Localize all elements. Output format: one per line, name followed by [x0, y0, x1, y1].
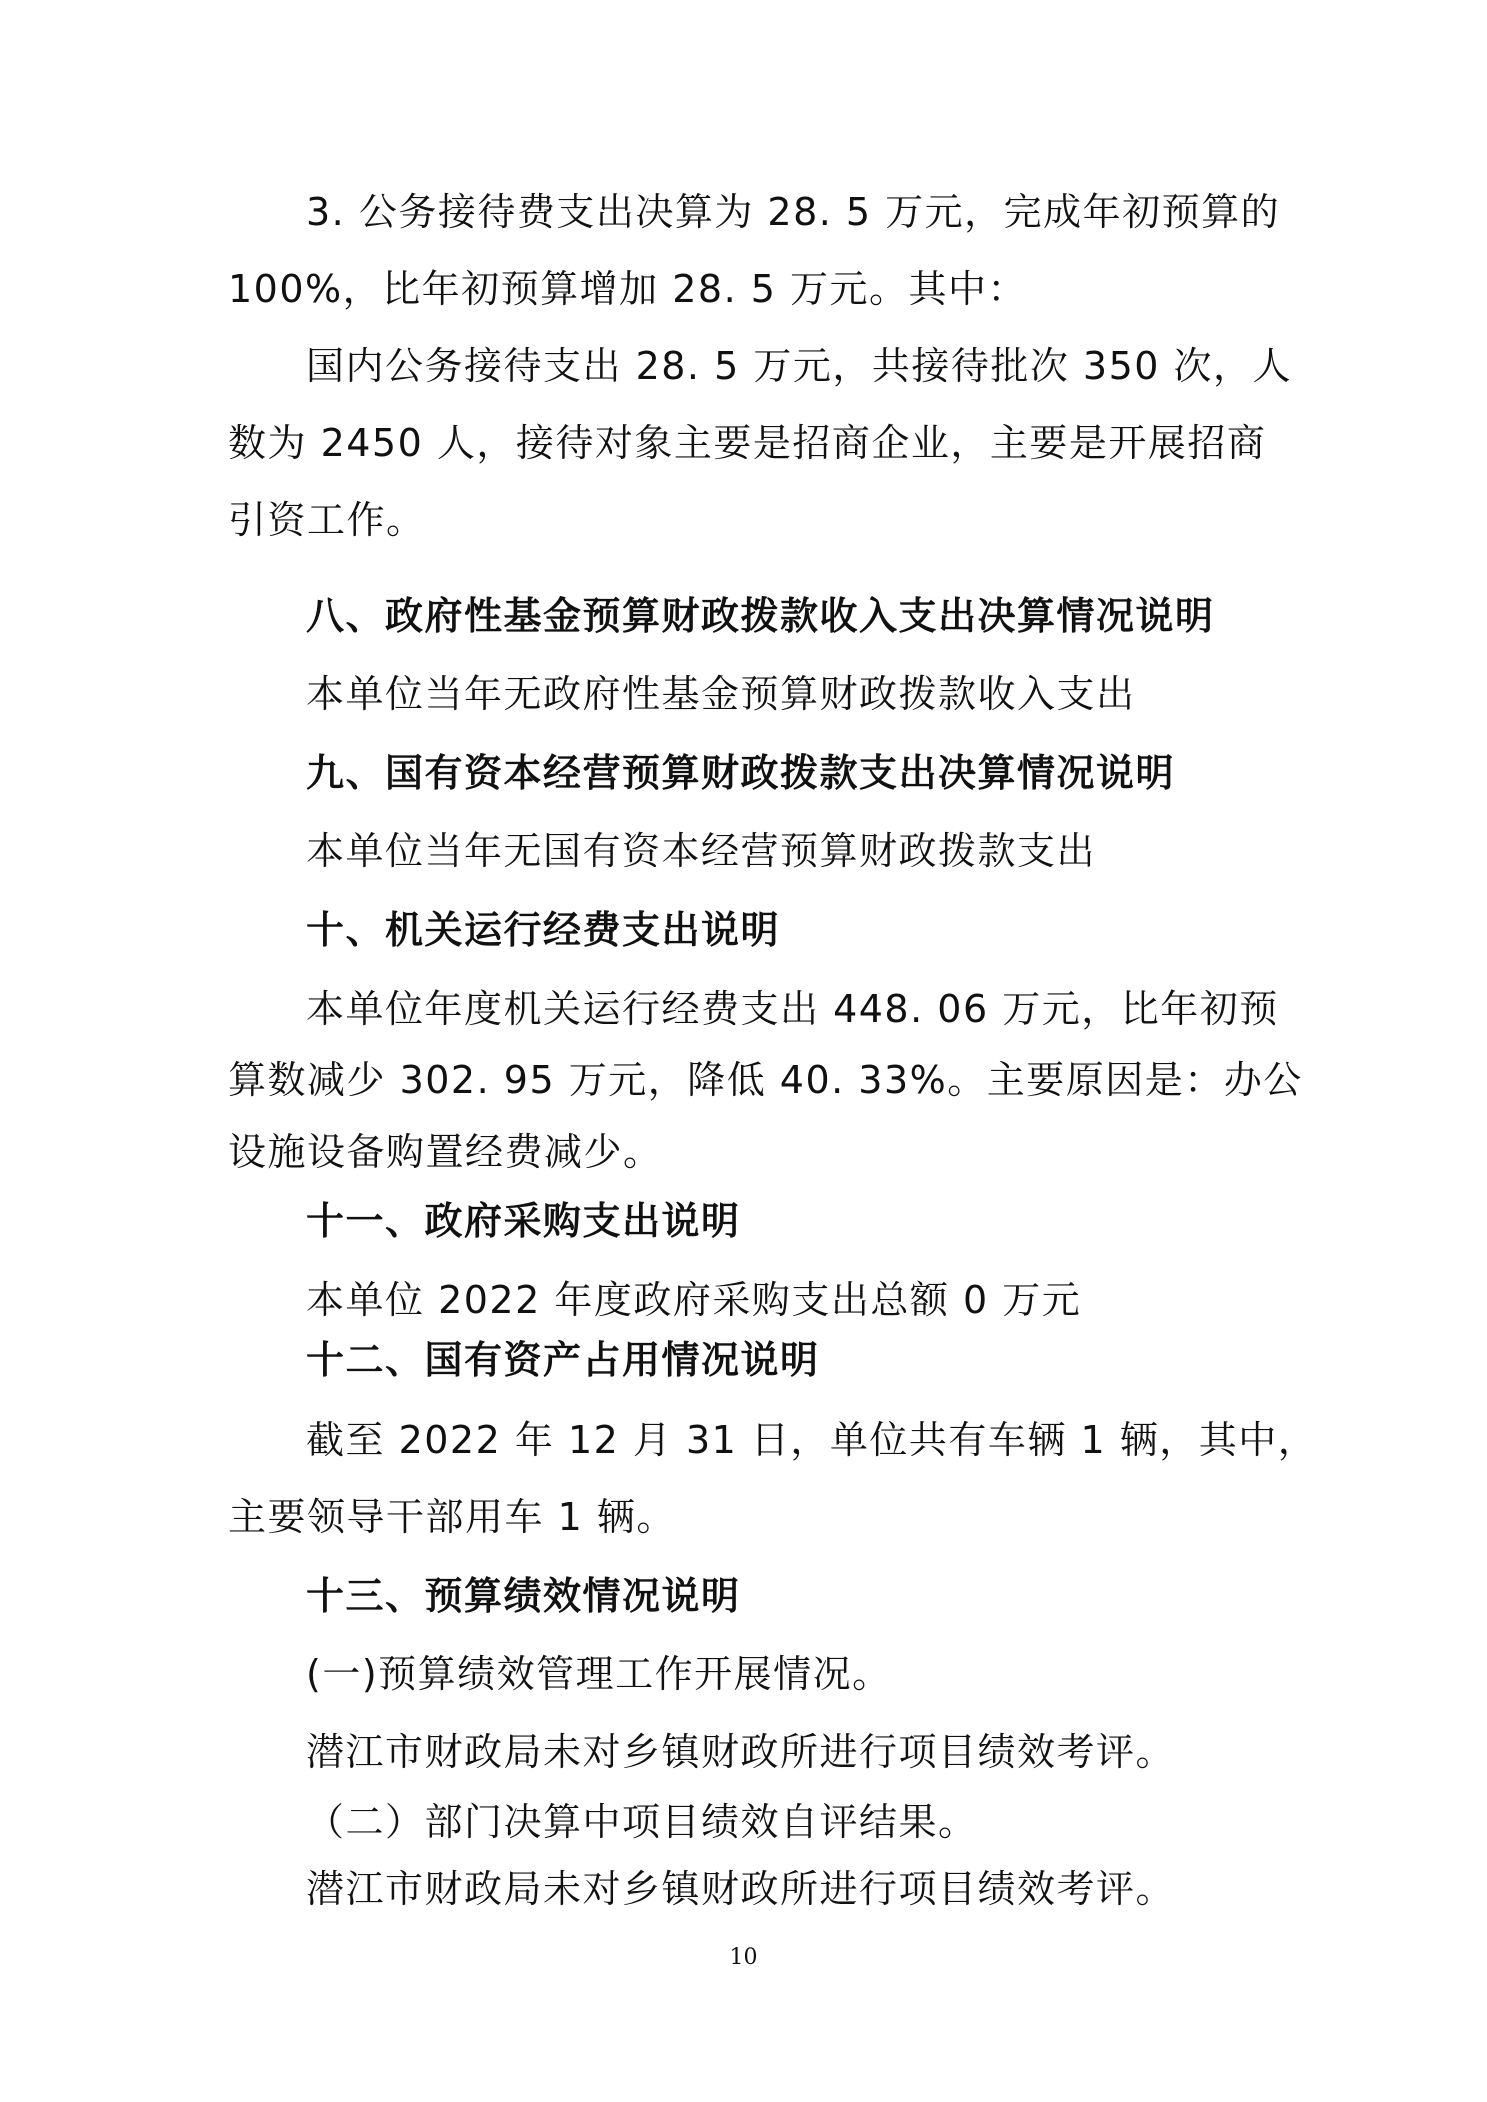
section-10-body-line-3: 设施设备购置经费减少。 [228, 1130, 663, 1174]
section-heading-9: 九、国有资本经营预算财政拨款支出决算情况说明 [306, 751, 1176, 795]
section-10-body-line-1: 本单位年度机关运行经费支出 448. 06 万元，比年初预 [306, 987, 1279, 1031]
section-9-body-line-1: 本单位当年无国有资本经营预算财政拨款支出 [306, 829, 1097, 873]
section-heading-8: 八、政府性基金预算财政拨款收入支出决算情况说明 [306, 594, 1215, 638]
section-10-body-line-2: 算数减少 302. 95 万元，降低 40. 33%。主要原因是：办公 [228, 1058, 1303, 1102]
domestic-reception-line-3: 引资工作。 [228, 498, 426, 542]
section-heading-11: 十一、政府采购支出说明 [306, 1199, 741, 1243]
domestic-reception-line-2: 数为 2450 人，接待对象主要是招商企业，主要是开展招商 [228, 421, 1267, 465]
section-13-body-line-4: 潜江市财政局未对乡镇财政所进行项目绩效考评。 [306, 1867, 1176, 1911]
section-heading-13: 十三、预算绩效情况说明 [306, 1574, 741, 1618]
domestic-reception-line-1: 国内公务接待支出 28. 5 万元，共接待批次 350 次，人 [306, 344, 1293, 388]
section-12-body-line-1: 截至 2022 年 12 月 31 日，单位共有车辆 1 辆，其中， [306, 1418, 1318, 1462]
section-heading-12: 十二、国有资产占用情况说明 [306, 1338, 820, 1382]
section-13-body-line-2: 潜江市财政局未对乡镇财政所进行项目绩效考评。 [306, 1730, 1176, 1774]
page-number: 10 [729, 1945, 758, 1970]
section-heading-10: 十、机关运行经费支出说明 [306, 908, 781, 952]
section-8-body-line-1: 本单位当年无政府性基金预算财政拨款收入支出 [306, 672, 1136, 716]
section-13-body-line-3: （二）部门决算中项目绩效自评结果。 [306, 1800, 978, 1844]
reception-fee-line-1: 3. 公务接待费支出决算为 28. 5 万元，完成年初预算的 [306, 190, 1281, 234]
section-11-body-line-1: 本单位 2022 年度政府采购支出总额 0 万元 [306, 1278, 1082, 1322]
section-12-body-line-2: 主要领导干部用车 1 辆。 [228, 1495, 676, 1539]
section-13-body-line-1: (一)预算绩效管理工作开展情况。 [306, 1652, 892, 1696]
reception-fee-line-2: 100%，比年初预算增加 28. 5 万元。其中： [228, 267, 1027, 311]
